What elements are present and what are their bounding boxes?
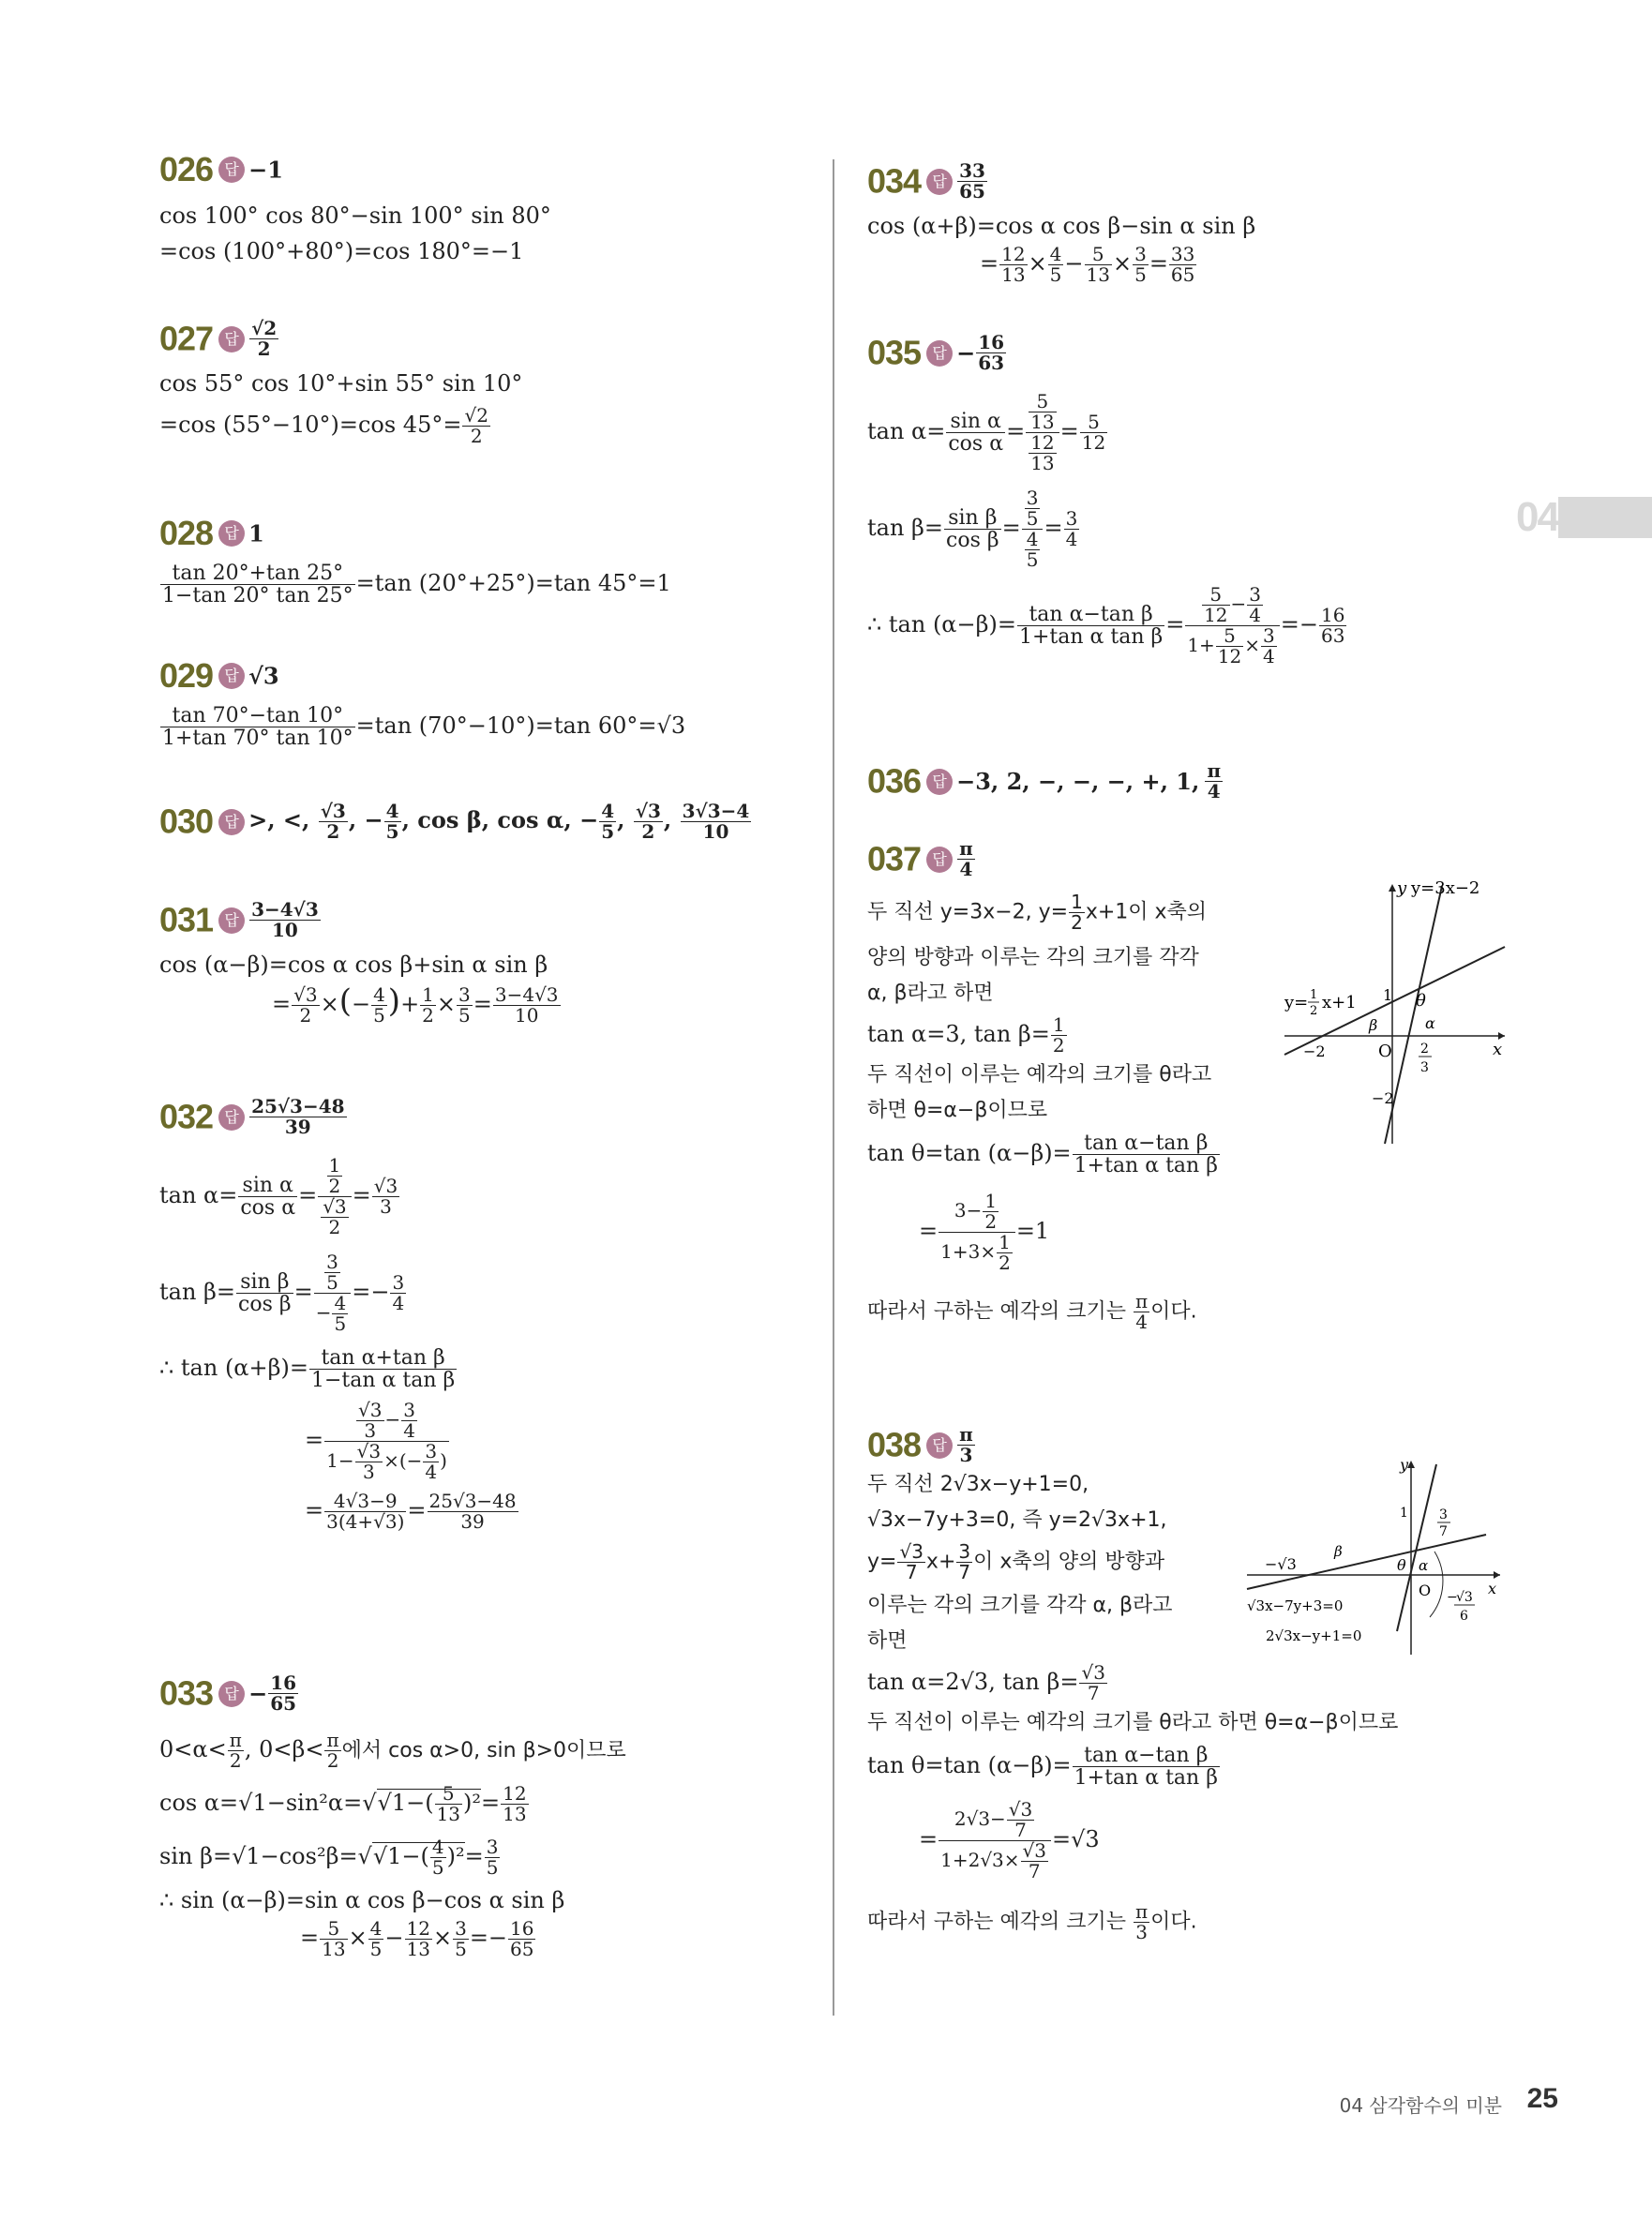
svg-text:6: 6 [1460, 1609, 1468, 1624]
solution-line: 따라서 구하는 예각의 크기는 $\frac{\pi}{3}$ 이다. [867, 1900, 1197, 1944]
solution-line: 두 직선이 이루는 예각의 크기를 θ라고 하면 θ=α−β이므로 [867, 1711, 1399, 1734]
answer: $\frac{25√3-48}{39}$ [251, 1095, 345, 1138]
solution-line: cos (α+β)=cos α cos β−sin α sin β [867, 213, 1256, 239]
graph-038 [1242, 1453, 1505, 1659]
svg-text:−2: −2 [1303, 1042, 1326, 1060]
svg-text:α: α [1425, 1014, 1435, 1032]
svg-text:α: α [1419, 1557, 1429, 1574]
svg-text:√3x−7y+3=0: √3x−7y+3=0 [1247, 1597, 1344, 1614]
answer: $\frac{3-4√3}{10}$ [251, 898, 319, 941]
problem-number: 032 [159, 1097, 214, 1136]
solution-line: cos α=√1−sin²α=√√ 1−( $\frac{5}{13}$ )²= $\frac{12}{13}$ [159, 1784, 626, 1824]
answer-badge: 답 [926, 847, 953, 873]
svg-text:1: 1 [1400, 1506, 1408, 1521]
svg-text:y=3x−2: y=3x−2 [1411, 878, 1480, 898]
problem-number: 038 [867, 1425, 922, 1464]
solution-line: 두 직선이 이루는 예각의 크기를 θ라고 [867, 1063, 1212, 1087]
svg-text:y: y [1400, 1456, 1409, 1474]
svg-text:2√3x−y+1=0: 2√3x−y+1=0 [1266, 1627, 1362, 1644]
solution-line: cos 55° cos 10°+sin 55° sin 10° [159, 370, 523, 397]
chapter-tab [1558, 497, 1652, 538]
answer-badge: 답 [218, 157, 245, 183]
problem-034 [867, 161, 1255, 285]
svg-text:y=: y= [1284, 993, 1309, 1012]
solution-line: = $\frac{4√3-9}{3(4+√3)}$ = $\frac{25√3-48}{39}$ [305, 1490, 517, 1534]
answer: >, <, $\frac{√3}{2}$ , − $\frac{4}{5}$ , cos β, cos α, − $\frac{4}{5}$ , $\frac{√3}{2}$ , $\frac{3√3-4}{10}$ [248, 800, 750, 843]
svg-text:θ: θ [1416, 991, 1426, 1011]
solution-line: 양의 방향과 이루는 각의 크기를 각각 [867, 946, 1199, 969]
answer-badge: 답 [218, 663, 245, 689]
problem-038 [867, 1423, 1497, 1944]
solution-line: 0<α< $\frac{\pi}{2}$ , 0<β< $\frac{\pi}{2}$ 에서 cos α>0, sin β>0이므로 [159, 1729, 626, 1772]
answer: −3, 2, −, −, −, +, 1, [956, 768, 1200, 795]
svg-text:x: x [1493, 1040, 1503, 1059]
problem-031 [159, 900, 562, 1026]
answer-badge: 답 [218, 520, 245, 547]
answer: $\frac{16}{65}$ [270, 1672, 297, 1715]
solution-line: tan α= $\frac{\text{sin α}}{\text{cos α}}$ = $\frac{\frac{1}{2}}{\frac{√3}{2}}$ = $\frac{√3}{3}$ [159, 1154, 398, 1238]
solution-line: 하면 θ=α−β이므로 [867, 1099, 1048, 1122]
solution-line: ∴ tan (α+β)= $\frac{\text{tan α+tan β}}{\text{1−tan α tan β}}$ [159, 1346, 456, 1393]
svg-text:3: 3 [1439, 1507, 1448, 1522]
svg-text:3: 3 [1420, 1060, 1429, 1075]
solution-line: 따라서 구하는 예각의 크기는 $\frac{\pi}{4}$ 이다. [867, 1290, 1197, 1334]
svg-text:1: 1 [1383, 986, 1393, 1004]
svg-text:−: − [1447, 1590, 1458, 1605]
solution-line: α, β라고 하면 [867, 982, 994, 1005]
svg-text:√3: √3 [1456, 1590, 1473, 1605]
problem-number: 029 [159, 656, 214, 695]
solution-line: $\frac{\tan 70^\circ-\tan 10^\circ}{1+\tan 70^\circ \tan 10^\circ}$ =tan (70°−10°)=tan 60°=√3 [162, 704, 686, 751]
svg-text:β: β [1369, 1016, 1378, 1034]
problem-number: 037 [867, 839, 922, 878]
solution-line: tan β= $\frac{\text{sin β}}{\text{cos β}}$ = $\frac{3}{5}$ − $\frac{4}{5}$ =− $\frac{3}{4}$ [159, 1251, 405, 1335]
solution-line: tan α=3, tan β= $\frac{1}{2}$ [867, 1013, 1065, 1057]
svg-text:−2: −2 [1372, 1089, 1394, 1107]
solution-line: = $\frac{5}{13}$ × $\frac{4}{5}$ − $\frac{12}{13}$ × $\frac{3}{5}$ =− $\frac{16}{65}$ [300, 1917, 534, 1960]
problem-036 [867, 761, 1224, 802]
problem-number: 026 [159, 150, 214, 188]
solution-line: = 2√3− $\frac{√3}{7}$ 1+2√3× $\frac{√3}{7}$ =√3 [919, 1798, 1100, 1883]
solution-line: tan β= $\frac{\text{sin β}}{\text{cos β}}$ = $\frac{\frac{3}{5}}{\frac{4}{5}}$ = $\frac{3}{4}$ [867, 487, 1078, 571]
problem-number: 027 [159, 319, 214, 358]
solution-line: tan α=2√3, tan β= $\frac{√3}{7}$ [867, 1661, 1105, 1704]
page-number: 25 [1526, 2083, 1558, 2114]
problem-037 [867, 837, 1503, 1334]
problem-number: 028 [159, 514, 214, 552]
problem-number: 033 [159, 1673, 214, 1713]
answer-fraction: $\frac{\pi}{4}$ [1207, 759, 1222, 802]
solution-line: tan α= $\frac{\text{sin α}}{\text{cos α}}$ = $\frac{\frac{5}{13}}{\frac{12}{13}}$ = $\frac{5}{12}$ [867, 390, 1106, 474]
answer-badge: 답 [218, 907, 245, 934]
problem-027 [159, 319, 522, 446]
x-axis-arrow [1494, 1571, 1500, 1579]
solution-line: 두 직선 y=3x−2, y= $\frac{1}{2}$ x+1이 x축의 [867, 891, 1208, 934]
x-axis-arrow [1498, 1032, 1505, 1040]
svg-text:β: β [1334, 1543, 1343, 1560]
solution-line: $\frac{\tan 20^\circ+\tan 25^\circ}{1-\tan 20^\circ \tan 25^\circ}$ =tan (20°+25°)=tan 45°=1 [162, 562, 671, 608]
solution-line: 하면 [867, 1629, 908, 1653]
y-axis-arrow [1389, 884, 1396, 892]
answer: $\frac{33}{65}$ [959, 159, 985, 202]
solution-line: = $\frac{√3}{3}$ − $\frac{3}{4}$ 1− $\frac{√3}{3}$ ×(− $\frac{3}{4}$ ) [305, 1399, 447, 1484]
problem-026 [159, 150, 551, 262]
solution-line: =cos (100°+80°)=cos 180°=−1 [159, 238, 524, 264]
problem-number: 031 [159, 900, 214, 939]
svg-text:1: 1 [1310, 988, 1318, 1002]
problem-032 [159, 1097, 519, 1532]
y-axis-arrow [1407, 1461, 1415, 1468]
column-divider [833, 159, 834, 2016]
solution-line: sin β=√1−cos²β=√√ 1−( $\frac{4}{5}$ )²= $\frac{3}{5}$ [159, 1837, 626, 1878]
problem-number: 034 [867, 161, 922, 201]
svg-text:O: O [1419, 1582, 1432, 1599]
svg-text:O: O [1378, 1042, 1392, 1061]
solution-line: 이루는 각의 크기를 각각 α, β라고 [867, 1594, 1173, 1617]
answer-badge: 답 [926, 1432, 953, 1459]
svg-text:−√3: −√3 [1265, 1555, 1297, 1573]
solution-line: cos (α−β)=cos α cos β+sin α sin β [159, 952, 548, 978]
answer-badge: 답 [218, 326, 245, 352]
answer: $\frac{\pi}{4}$ [959, 837, 973, 880]
answer: $\frac{\pi}{3}$ [959, 1423, 973, 1466]
svg-text:θ: θ [1397, 1556, 1406, 1574]
problem-028 [159, 514, 671, 607]
answer-badge: 답 [218, 1104, 245, 1131]
answer-badge: 답 [926, 169, 953, 195]
problem-number: 030 [159, 802, 214, 841]
problem-029 [159, 656, 685, 749]
solution-line: √3x−7y+3=0, 즉 y=2√3x+1, [867, 1508, 1167, 1532]
solution-line: ∴ tan (α−β)= $\frac{\text{tan α−tan β}}{\text{1+tan α tan β}}$ = $\frac{5}{12}$ − $\frac{3}{4}$ 1+ $\frac{5}{12}$ × $\frac{3}{4}$ =− $\frac{16}{63}$ [867, 583, 1345, 667]
answer: 1 [248, 519, 264, 547]
solution-line: ∴ sin (α−β)=sin α cos β−cos α sin β [159, 1887, 565, 1913]
answer-badge: 답 [926, 769, 953, 795]
problem-number: 036 [867, 761, 922, 801]
svg-text:x: x [1488, 1580, 1497, 1597]
solution-line: y= $\frac{√3}{7}$ x+ $\frac{3}{7}$ 이 x축의 양의 방향과 [867, 1540, 1165, 1583]
solution-line: = $\frac{√3}{2}$ ×(− $\frac{4}{5}$ )+ $\frac{1}{2}$ × $\frac{3}{5}$ = $\frac{3-4√3}{10}$ [272, 982, 559, 1027]
answer-badge: 답 [926, 340, 953, 367]
problem-033: 033 답 − $\frac{16}{65}$ 0<α< $\frac{\pi}{2}$ , 0<β< $\frac{\pi}{2}$ 에서 cos α>0, sin β>0이므로 cos α=√1−sin²α=√√ 1−( $\frac{5}{13}$ )²= $\frac{12}{13}$ sin β=√1−cos²β=√√ 1−( $\frac{4}{5}$ )²= $\frac{3}{5}$ ∴ sin (α−β)=sin α cos β−cos α sin β = $\frac{5}{13}$ × $\frac{4}{5}$ − $\frac{12}{13}$ × $\frac{3}{5}$ =− $\frac{16}{65}$ [159, 1673, 626, 1959]
solution-line: = 3− $\frac{1}{2}$ 1+3× $\frac{1}{2}$ =1 [919, 1190, 1050, 1275]
graph-037 [1275, 877, 1509, 1148]
problem-number: 035 [867, 333, 922, 372]
svg-text:7: 7 [1439, 1524, 1448, 1539]
chapter-tab-label: 04 [1516, 494, 1558, 540]
svg-text:2: 2 [1420, 1042, 1429, 1057]
answer-badge: 답 [218, 809, 245, 835]
svg-text:x+1: x+1 [1322, 993, 1357, 1012]
problem-030 [159, 802, 752, 842]
solution-line: cos 100° cos 80°−sin 100° sin 80° [159, 202, 551, 229]
solution-line: = $\frac{12}{13}$ × $\frac{4}{5}$ − $\frac{5}{13}$ × $\frac{3}{5}$ = $\frac{33}{65}$ [980, 243, 1195, 286]
problem-035: 035 답 − $\frac{16}{63}$ tan α= $\frac{\text{sin α}}{\text{cos α}}$ = $\frac{\frac{5}{13}}{\frac{12}{13}}$ = $\frac{5}{12}$ tan β= $\frac{\text{sin β}}{\text{cos β}}$ = $\frac{\frac{3}{5}}{\frac{4}{5}}$ = $\frac{3}{4}$ ∴ tan (α−β)= $\frac{\text{tan α−tan β}}{\text{1+tan α tan β}}$ = $\frac{5}{12}$ − $\frac{3}{4}$ 1+ $\frac{5}{12}$ × $\frac{3}{4}$ =− $\frac{16}{63}$ [867, 333, 1347, 667]
solution-line: tan θ=tan (α−β)= $\frac{\text{tan α−tan β}}{\text{1+tan α tan β}}$ [867, 1132, 1218, 1178]
svg-text:2: 2 [1310, 1004, 1318, 1018]
answer: −1 [248, 156, 283, 184]
answer-badge: 답 [218, 1681, 245, 1707]
solution-line: tan θ=tan (α−β)= $\frac{\text{tan α−tan β}}{\text{1+tan α tan β}}$ [867, 1744, 1218, 1791]
solution-line: =cos (55°−10°)=cos 45°= $\frac{√2}{2}$ [159, 404, 488, 447]
answer: √3 [248, 662, 279, 690]
solution-line: 두 직선 2√3x−y+1=0, [867, 1473, 1089, 1496]
footer-chapter: 04 삼각함수의 미분 [1339, 2094, 1502, 2117]
answer: $\frac{√2}{2}$ [251, 317, 278, 360]
svg-text:y: y [1397, 878, 1407, 898]
answer: $\frac{16}{63}$ [978, 331, 1005, 374]
